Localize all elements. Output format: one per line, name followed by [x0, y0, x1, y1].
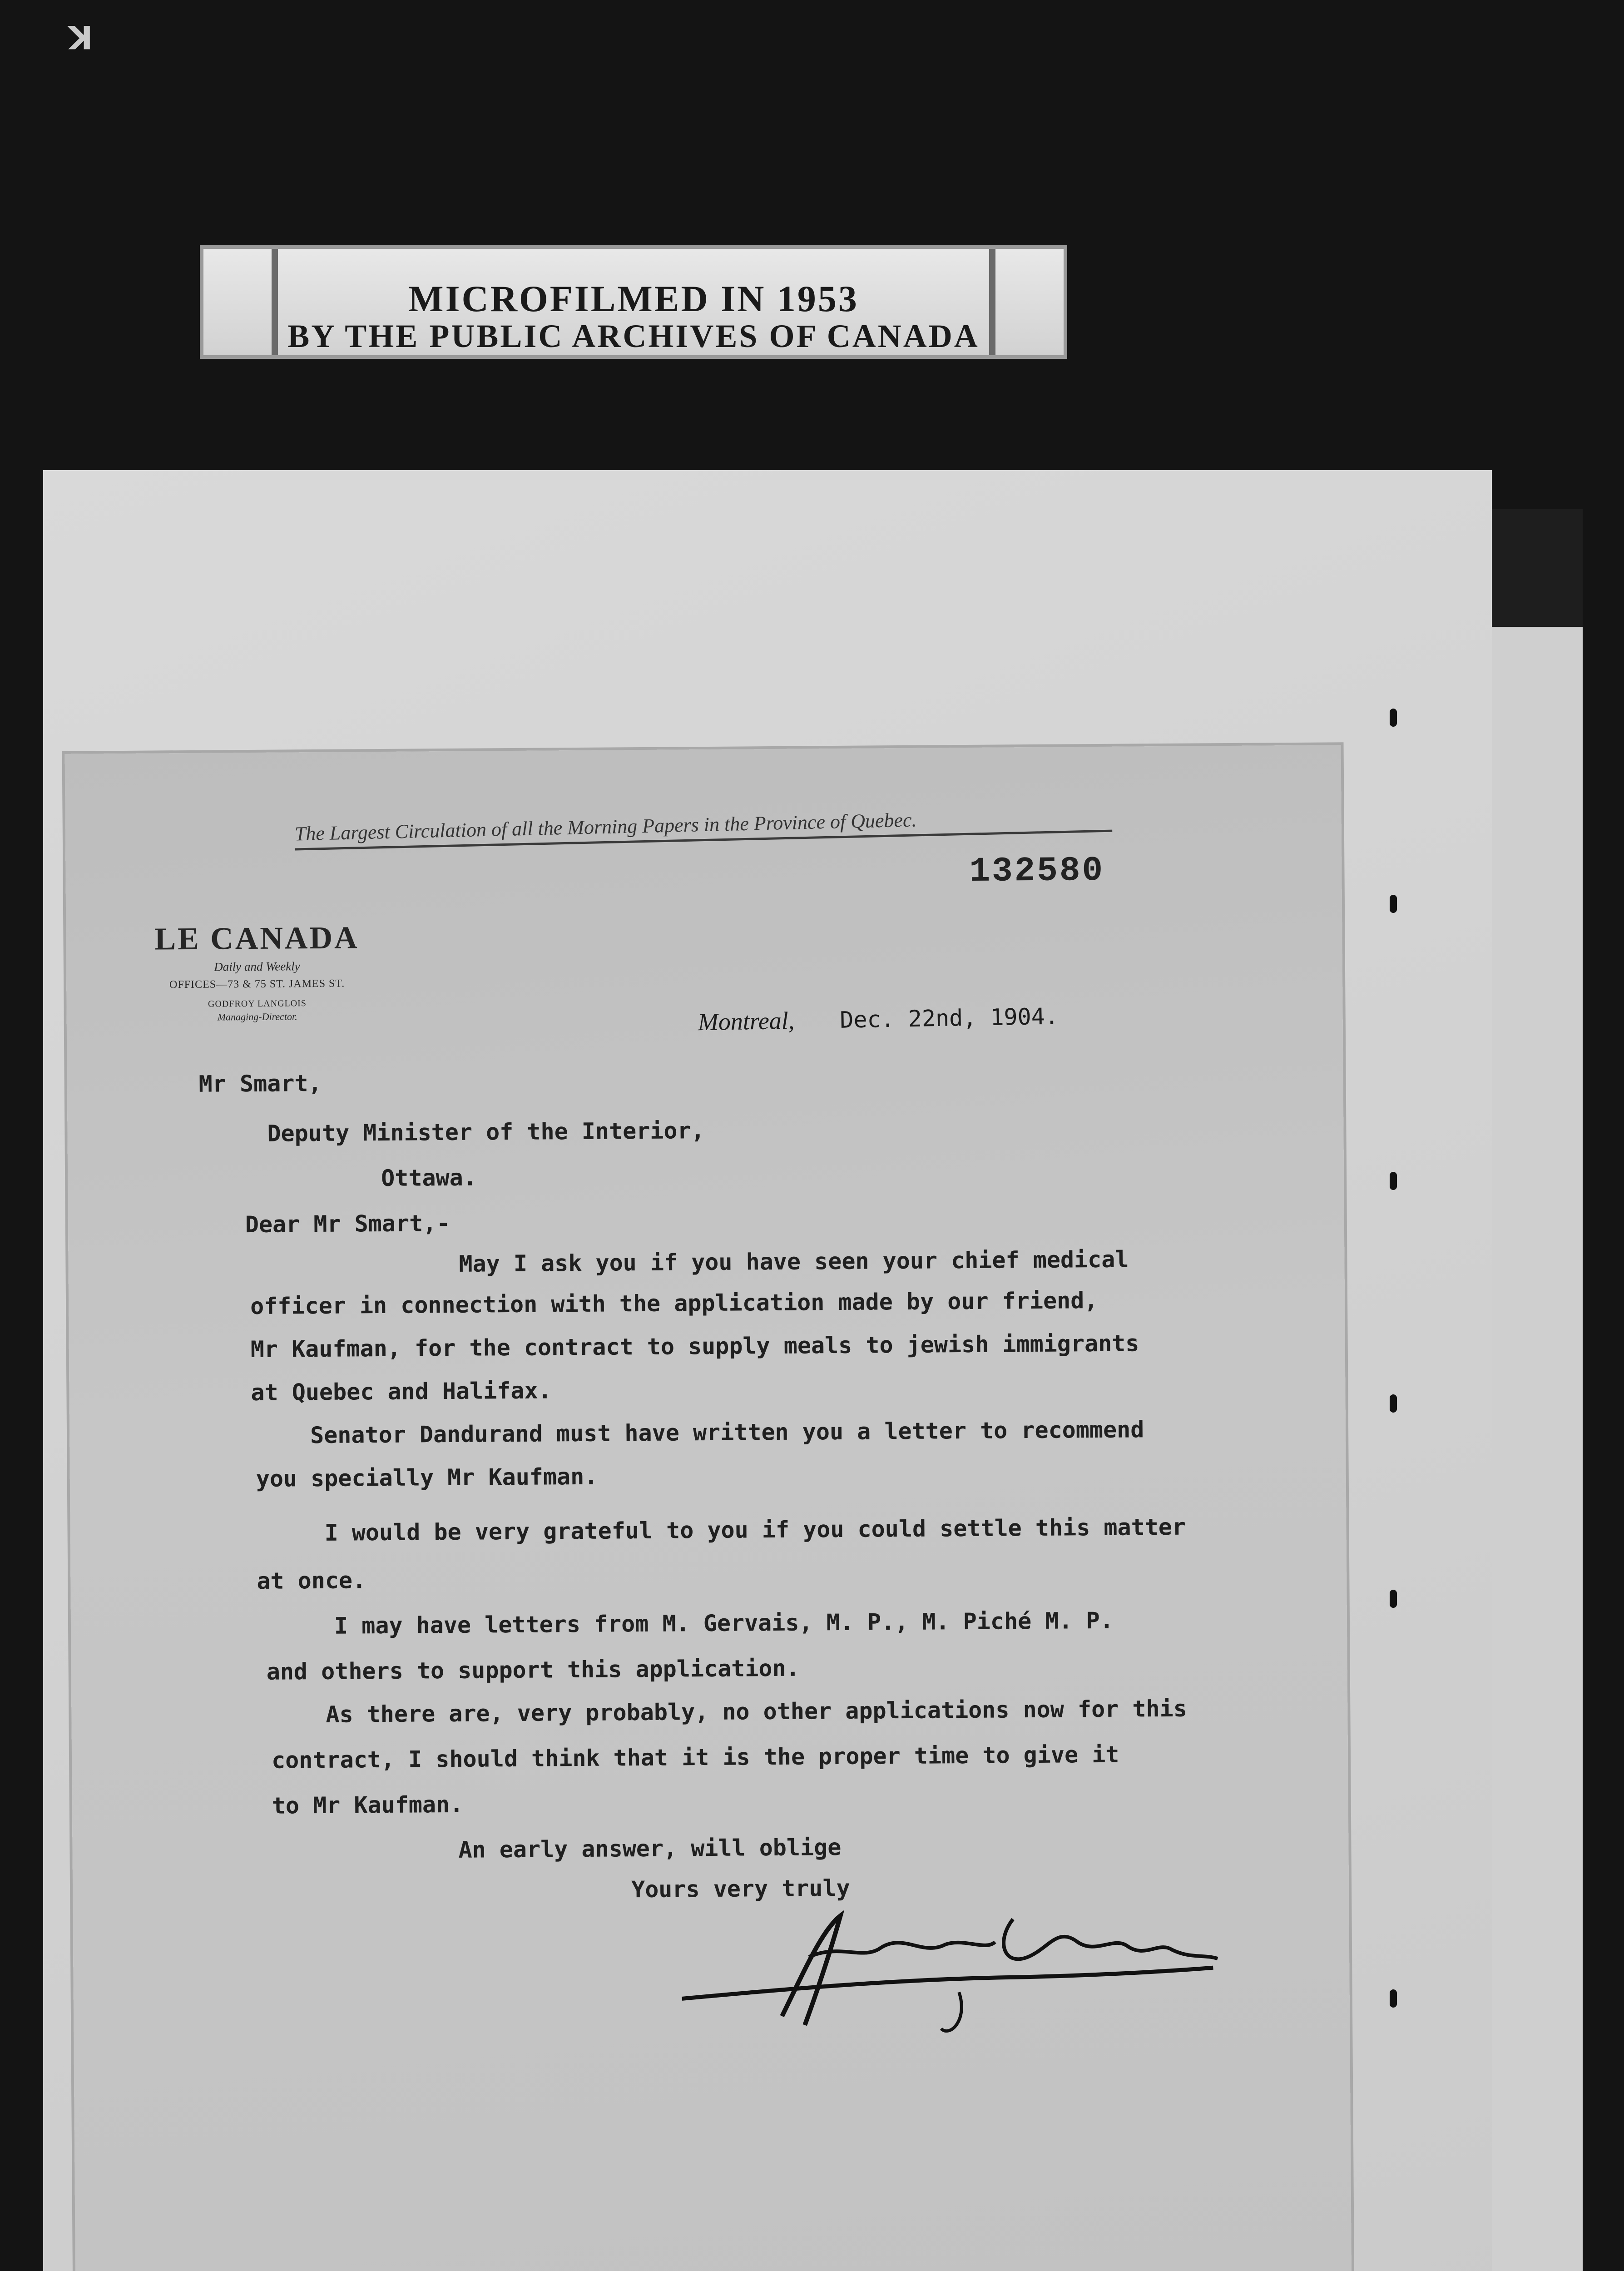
binder-hole — [1390, 895, 1397, 913]
backing-right-strip — [1492, 627, 1583, 2271]
body-line: and others to support this application. — [266, 1655, 800, 1685]
letterhead-offices: OFFICES—73 & 75 ST. JAMES ST. — [169, 977, 345, 991]
body-line: you specially Mr Kaufman. — [256, 1463, 598, 1492]
letterhead-tagline: The Largest Circulation of all the Morning Papers in the Province of Quebec. — [294, 804, 1112, 851]
letterhead-role: Managing-Director. — [217, 1011, 297, 1023]
microfilm-label — [200, 245, 1067, 359]
recipient-name: Mr Smart, — [198, 1070, 322, 1097]
body-line: officer in connection with the application made by our friend, — [250, 1287, 1098, 1320]
place-and-date — [698, 1002, 1059, 1036]
microfilm-label-line1: MICROFILMED IN 1953 — [408, 278, 859, 319]
body-line: As there are, very probably, no other applications now for this — [326, 1695, 1188, 1728]
letterhead-subtitle: Daily and Weekly — [214, 959, 300, 974]
backing-dark-tab — [1492, 509, 1583, 627]
body-line: I may have letters from M. Gervais, M. P., M. Piché M. P. — [334, 1607, 1114, 1639]
letter-place: Montreal, — [698, 1007, 795, 1036]
binder-hole — [1390, 709, 1397, 727]
binder-hole — [1390, 1590, 1397, 1608]
letterhead-director: GODFROY LANGLOIS — [208, 998, 307, 1009]
recipient-city: Ottawa. — [381, 1164, 477, 1192]
letterhead-name: LE CANADA — [154, 920, 359, 957]
body-line: at Quebec and Halifax. — [251, 1377, 552, 1406]
microfilm-label-line2: BY THE PUBLIC ARCHIVES OF CANADA — [287, 318, 980, 354]
letter-date: Dec. 22nd, 1904. — [839, 1003, 1059, 1033]
binder-hole — [1390, 1172, 1397, 1190]
body-line: contract, I should think that it is the proper time to give it — [271, 1741, 1119, 1774]
label-tape-mark — [989, 249, 995, 355]
closing-line: An early answer, will oblige — [458, 1834, 842, 1863]
body-line: to Mr Kaufman. — [272, 1791, 464, 1819]
film-frame-mark: K — [68, 18, 93, 55]
body-line: Senator Dandurand must have written you a letter to recommend — [310, 1416, 1144, 1449]
binder-hole — [1390, 1394, 1397, 1413]
body-line: at once. — [257, 1567, 366, 1594]
handwritten-signature — [668, 1899, 1245, 2040]
salutation: Dear Mr Smart,- — [245, 1210, 451, 1238]
body-line: I would be very grateful to you if you could settle this matter — [324, 1513, 1186, 1546]
letter-sheet — [65, 745, 1352, 2271]
binder-hole — [1390, 1989, 1397, 2008]
body-line: May I ask you if you have seen your chief medical — [459, 1246, 1129, 1277]
body-line: Mr Kaufman, for the contract to supply meals to jewish immigrants — [250, 1330, 1139, 1363]
valediction: Yours very truly — [631, 1874, 850, 1903]
label-tape-mark — [272, 249, 278, 355]
letterhead — [116, 920, 398, 1024]
recipient-title: Deputy Minister of the Interior, — [267, 1117, 705, 1147]
document-number: 132580 — [969, 851, 1105, 891]
